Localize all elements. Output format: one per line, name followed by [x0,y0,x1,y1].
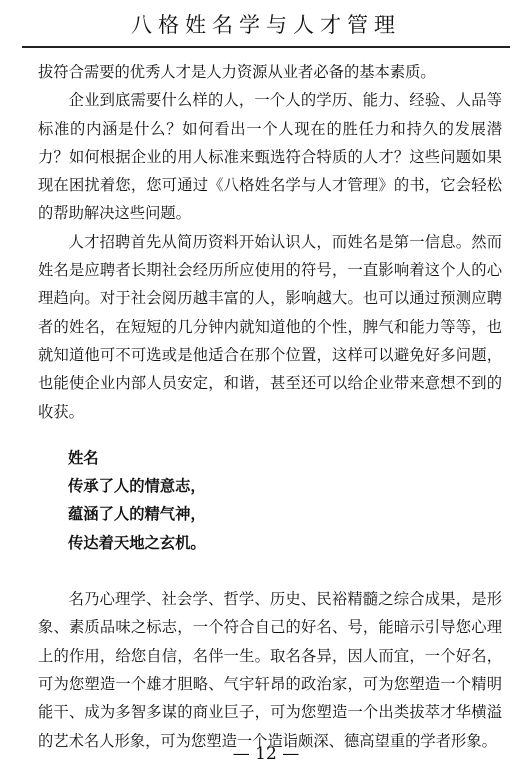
poem-line: 传达着天地之玄机。 [68,533,206,552]
running-header [22,10,510,48]
paragraph-questions: 企业到底需要什么样的人，一个人的学历、能力、经验、人品等标准的内涵是什么？如何看出一个人现在的胜任力和持久的发展潜力？如何根据企业的用人标准来甄选符合特质的人才？这些问题如果现在困扰着您，您可通过《八格姓名学与人才管理》的书，它会轻松的帮助解决这些问题。 [38,91,502,223]
page-body [38,58,502,755]
poem-block [68,444,502,557]
header-title: 八格姓名学与人才管理 [131,13,401,37]
paragraph-recruiting: 人才招聘首先从简历资料开始认识人，而姓名是第一信息。然而姓名是应聘者长期社会经历所应使用的符号，一直影响着这个人的心理趋向。对于社会阅历越丰富的人，影响越大。也可以通过预测应聘者的姓名，在短短的几分钟内就知道他的个性，脾气和能力等等，也就知道他可不可选或是他适合在那个位置，这样可以避免好多问题，也能使企业内部人员安定，和谐，甚至还可以给企业带来意想不到的收获。 [38,232,502,421]
paragraph-closing: 名乃心理学、社会学、哲学、历史、民裕精髓之综合成果，是形象、素质品味之标志，一个符合自己的好名、号，能暗示引导您心理上的作用，给您自信，名伴一生。取名各异，因人而宜，一个好名，可为您塑造一个雄才胆略、气宇轩昂的政治家，可为您塑造一个精明能干、成为多智多谋的商业巨子，可为您塑造一个出类拔萃才华横溢的艺术名人形象，可为您塑造一个造诣颇深、德高望重的学者形象。 [38,590,502,750]
poem-line: 蕴涵了人的精气神， [68,505,206,524]
page-number: — 12 — [232,744,300,764]
poem-line: 传承了人的情意志， [68,477,206,496]
paragraph-continued: 拔符合需要的优秀人才是人力资源从业者必备的基本素质。 [38,63,436,81]
header-rule [22,46,510,48]
poem-line: 姓名 [68,448,99,467]
